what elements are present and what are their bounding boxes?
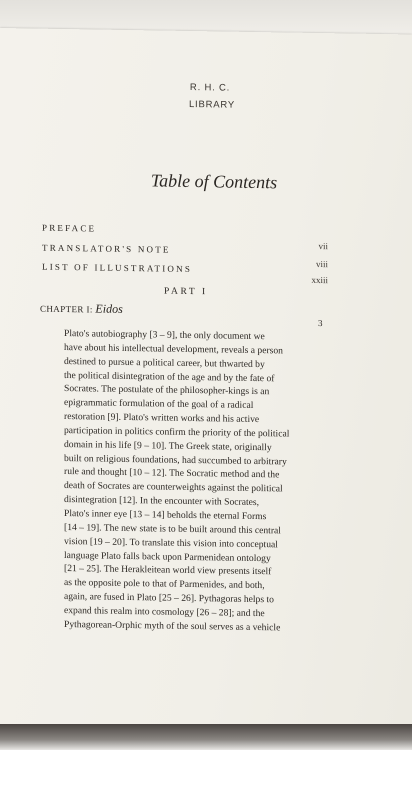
summary-line: vision [19 – 20]. To translate this vision into conceptual xyxy=(64,535,278,551)
summary-line: have about his intellectual development, reveals a person xyxy=(64,341,283,357)
chapter-heading xyxy=(40,301,123,317)
summary-line: the political disintegration of the age and by the fate of xyxy=(64,369,275,384)
summary-line: Socrates. The postulate of the philosopher-kings is an xyxy=(64,383,270,398)
chapter-prefix: CHAPTER I: xyxy=(40,303,93,315)
toc-entry-preface: PREFACE xyxy=(42,222,97,234)
summary-line: Plato's autobiography [3 – 9], the only document we xyxy=(64,328,265,343)
toc-page-preface: vii xyxy=(318,241,328,252)
summary-line: participation in politics confirm the priority of the political xyxy=(64,424,290,440)
summary-line: Pythagorean-Orphic myth of the soul serves as a vehicle xyxy=(64,618,281,634)
chapter-summary xyxy=(64,327,326,636)
page-title: Table of Contents xyxy=(150,170,278,193)
library-stamp-line1: R. H. C. xyxy=(189,81,231,94)
summary-line: death of Socrates are counterweights against the political xyxy=(64,480,283,495)
toc-entry-list-of-illustrations: LIST OF ILLUSTRATIONS xyxy=(42,261,193,275)
part-heading: PART I xyxy=(164,286,208,298)
summary-line: domain in his life [9 – 10]. The Greek state, originally xyxy=(64,438,272,454)
summary-line: [14 – 19]. The new state is to be built around this central xyxy=(64,521,281,537)
summary-line: again, are fused in Plato [25 – 26]. Pythagoras helps to xyxy=(64,591,274,606)
toc-entry-translators-note: TRANSLATOR'S NOTE xyxy=(42,242,171,255)
chapter-name: Eidos xyxy=(95,301,123,316)
summary-line: rule and thought [10 – 12]. The Socratic method and the xyxy=(64,466,280,481)
summary-line: Plato's inner eye [13 – 14] beholds the eternal Forms xyxy=(64,507,267,523)
page-bottom-shadow xyxy=(0,724,412,750)
summary-line: disintegration [12]. In the encounter with Socrates, xyxy=(64,494,260,509)
summary-line: built on religious foundations, had succumbed to arbitrary xyxy=(64,452,287,468)
summary-line: epigrammatic formulation of the goal of a radical xyxy=(64,397,254,412)
toc-page-list-of-illustrations: xxiii xyxy=(311,274,328,286)
toc-page-translators-note: viii xyxy=(315,258,328,270)
summary-line: expand this realm into cosmology [26 – 28]; and the xyxy=(64,604,265,620)
summary-line: [21 – 25]. The Herakleitean world view presents itself xyxy=(64,563,272,578)
summary-line: as the opposite pole to that of Parmenides, and both, xyxy=(64,577,265,592)
background-surface xyxy=(0,750,412,790)
summary-line: destined to pursue a political career, but thwarted by xyxy=(64,355,265,370)
chapter-page-number: 3 xyxy=(318,317,323,329)
summary-line: language Plato falls back upon Parmenidean ontology xyxy=(64,549,271,564)
library-stamp-line2: LIBRARY xyxy=(188,98,236,111)
summary-line: restoration [9]. Plato's written works and his active xyxy=(64,411,260,426)
